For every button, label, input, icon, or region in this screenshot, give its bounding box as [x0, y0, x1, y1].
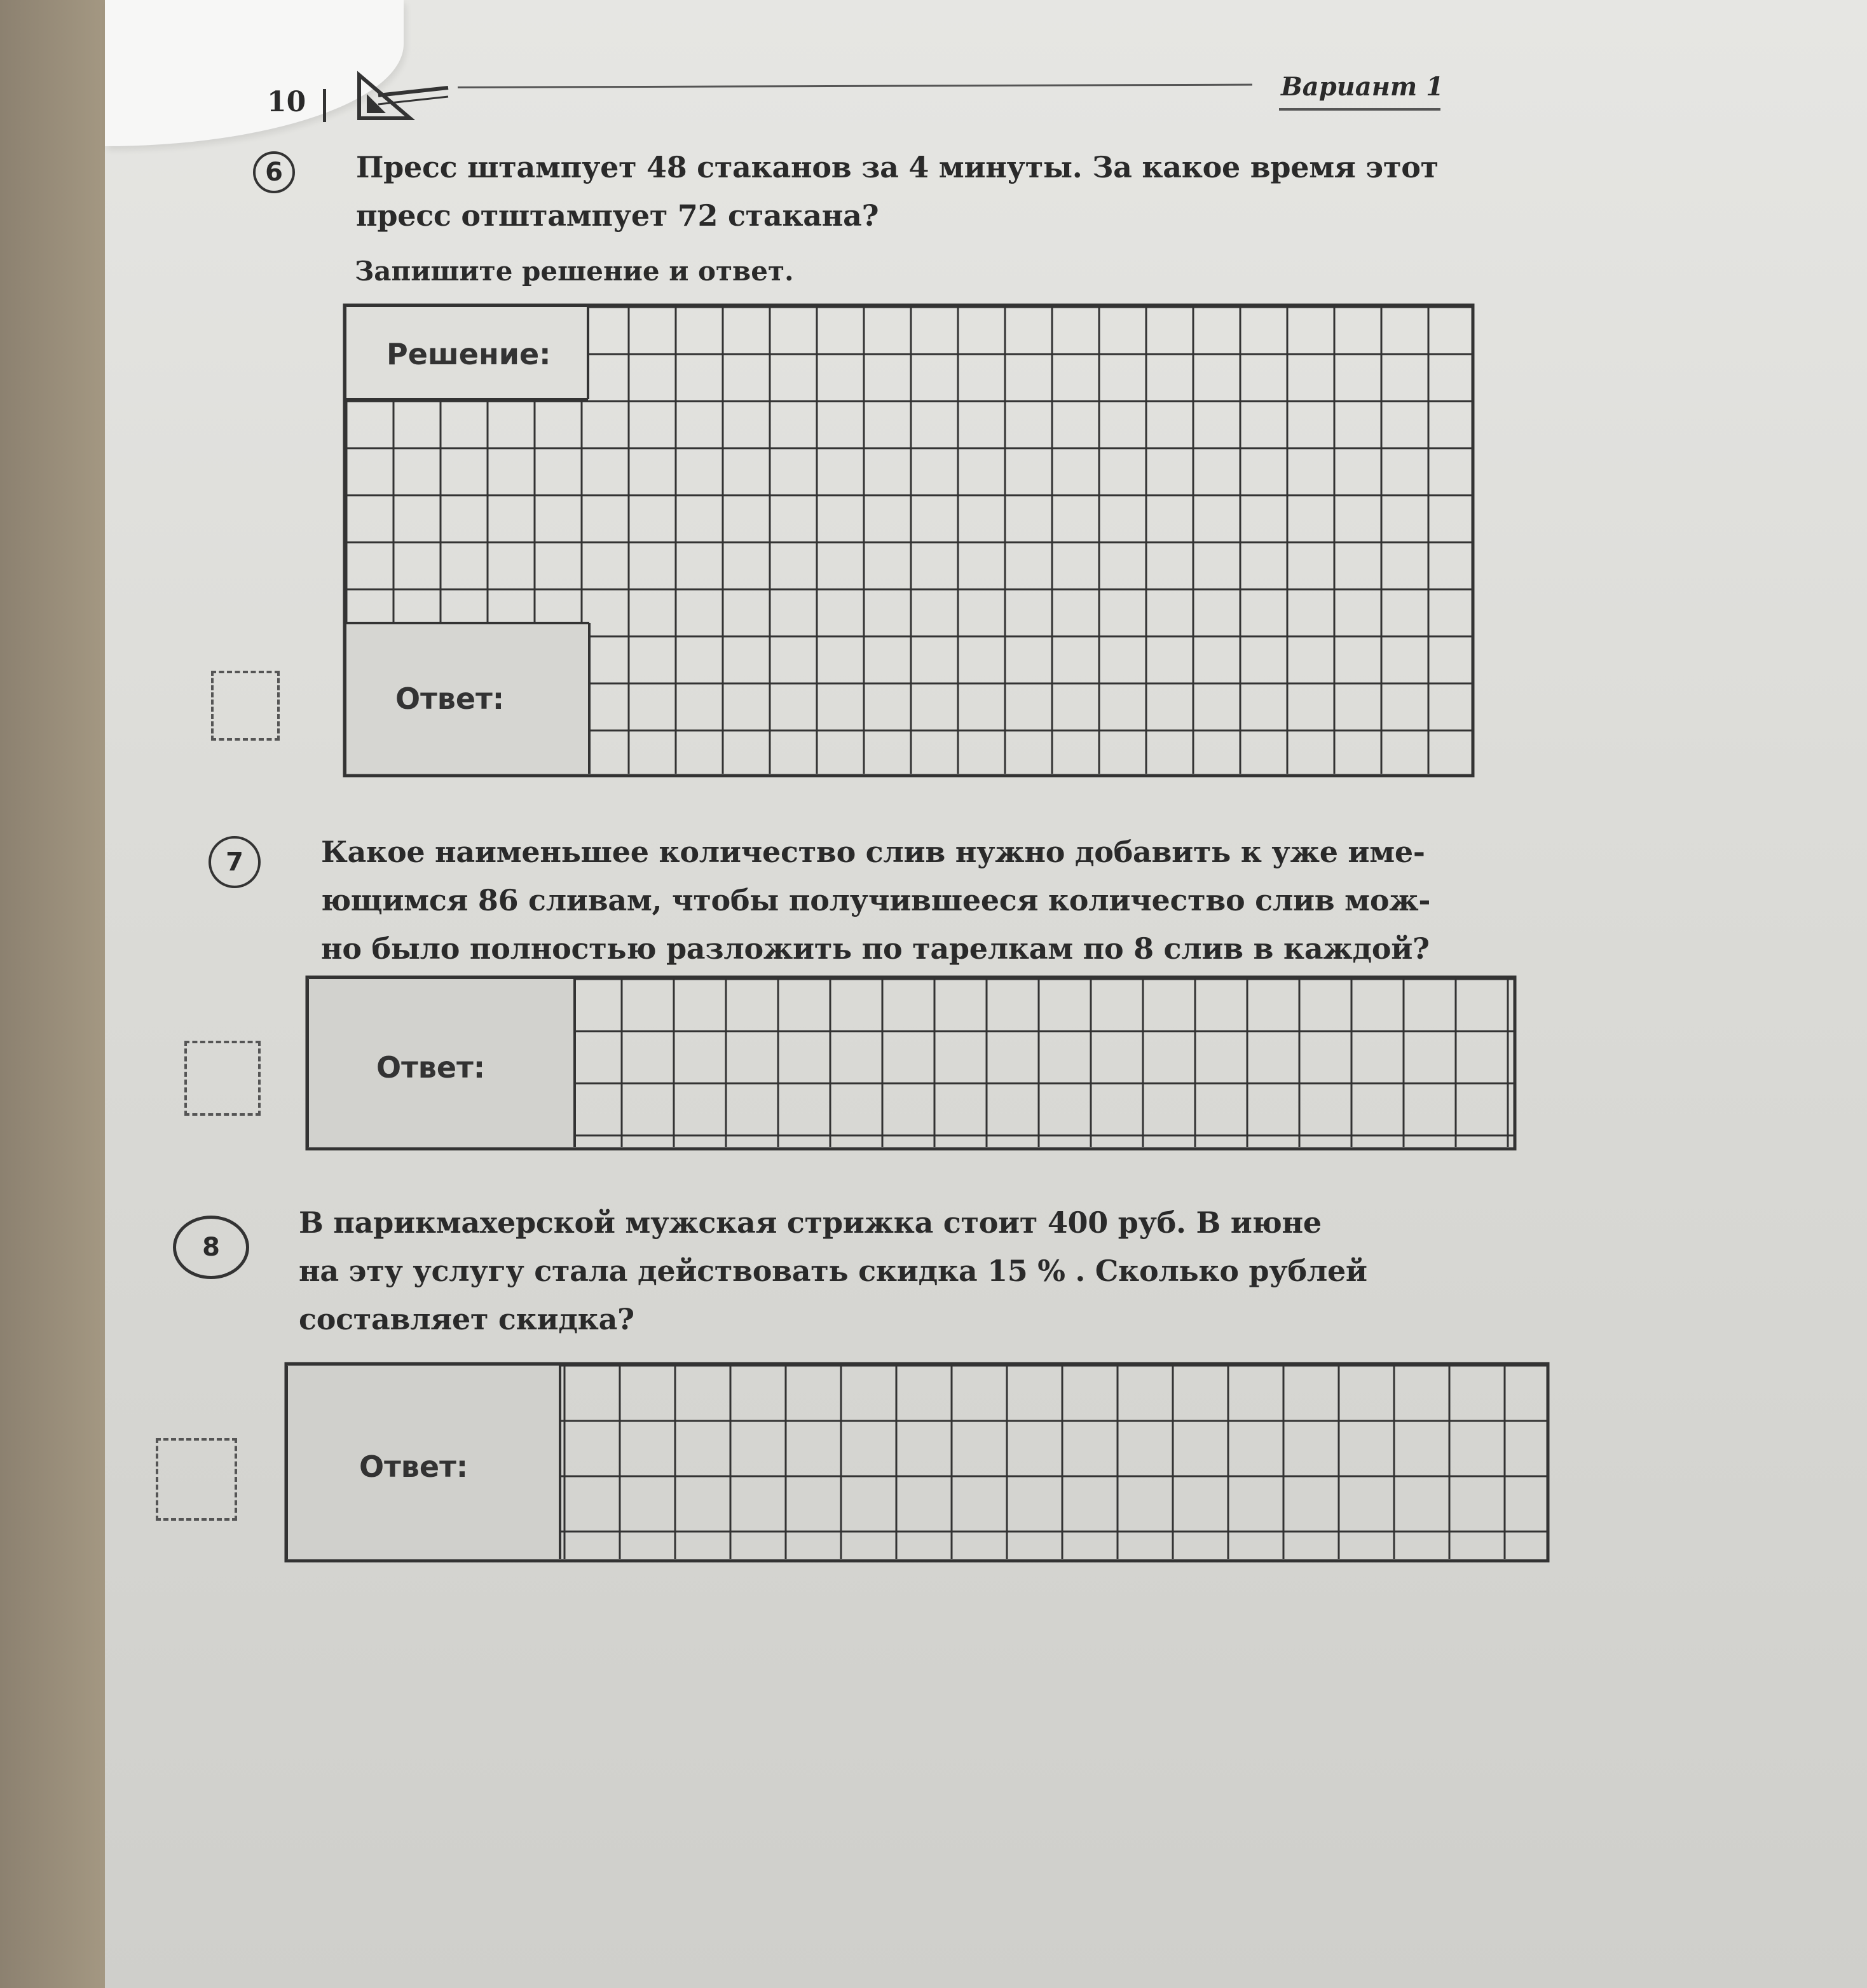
question-line: ющимся 86 сливам, чтобы получившееся количество слив мож- [321, 883, 1431, 917]
question-line: составляет скидка? [299, 1302, 634, 1336]
question-8-answer-grid [283, 1361, 1554, 1567]
question-8-text [299, 1198, 1367, 1343]
variant-underline [1279, 108, 1440, 111]
answer-label: Ответ: [359, 1450, 468, 1484]
question-number-badge: 6 [253, 151, 295, 193]
page-number-divider [323, 89, 326, 122]
solution-label: Решение: [386, 337, 551, 371]
header-rule [458, 84, 1252, 88]
score-box[interactable] [184, 1041, 261, 1116]
question-line: но было полностью разложить по тарелкам по 8 слив в каждой? [321, 931, 1430, 966]
question-line: В парикмахерской мужская стрижка стоит 400 руб. В июне [299, 1205, 1322, 1240]
question-line: Какое наименьшее количество слив нужно добавить к уже име- [321, 835, 1425, 869]
score-box[interactable] [156, 1438, 237, 1521]
answer-label: Ответ: [376, 1050, 486, 1085]
answer-label: Ответ: [395, 682, 505, 716]
question-line: пресс отштампует 72 стакана? [356, 198, 879, 233]
question-line: Пресс штампует 48 стаканов за 4 минуты. За какое время этот [356, 150, 1439, 184]
question-number-badge: 7 [209, 836, 261, 888]
question-6-text [356, 143, 1439, 240]
question-7-answer-grid [304, 974, 1524, 1155]
score-box[interactable] [211, 671, 280, 741]
question-6-instruction: Запишите решение и ответ. [355, 256, 794, 287]
question-7-text [321, 828, 1430, 973]
ruler-triangle-icon [353, 69, 455, 128]
question-line: на эту услугу стала действовать скидка 15 % . Сколько рублей [299, 1254, 1367, 1288]
variant-label: Вариант 1 [1281, 72, 1444, 102]
question-number-badge: 8 [173, 1216, 249, 1279]
page-number: 10 [267, 86, 306, 118]
